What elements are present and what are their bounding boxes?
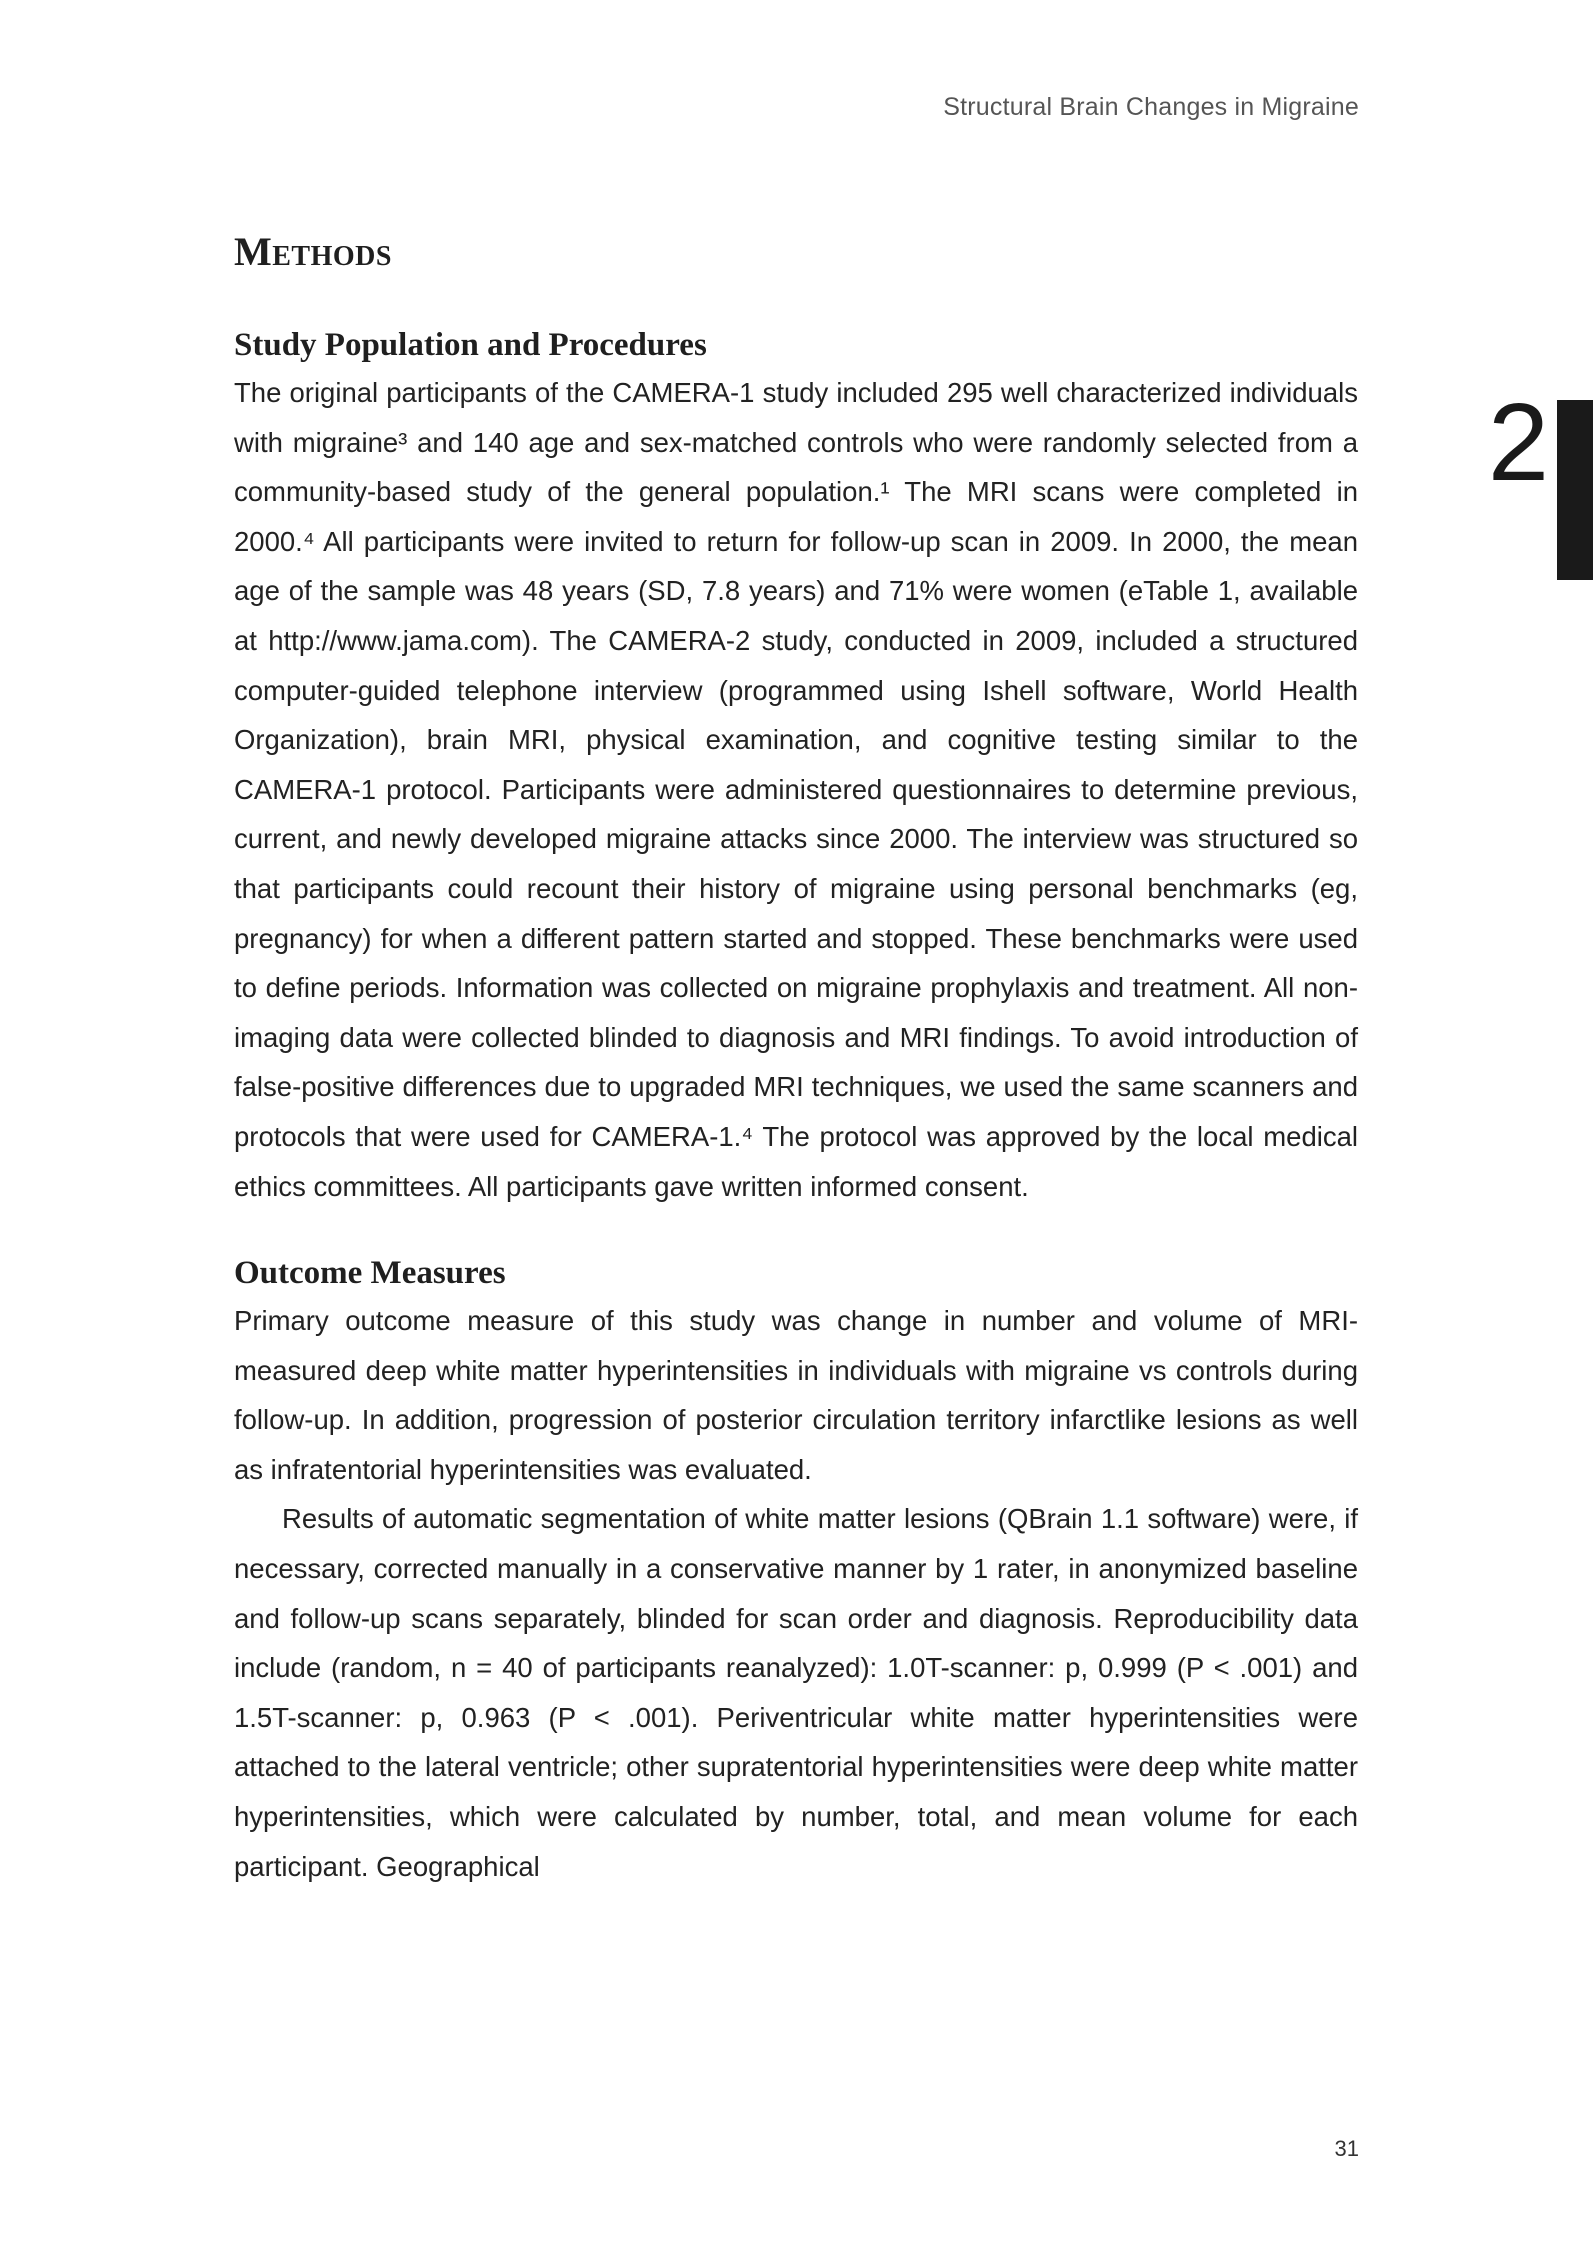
page-number: 31 bbox=[1334, 2136, 1359, 2161]
subsection-heading-study-population: Study Population and Procedures bbox=[234, 327, 707, 363]
running-head: Structural Brain Changes in Migraine bbox=[943, 93, 1359, 121]
section-title: Methods bbox=[234, 229, 392, 274]
paragraph-outcome-measures-1: Primary outcome measure of this study was change in number and volume of MRI-measured deep white matter hyperintensities in individuals with migraine vs controls during follow-up. In addition, progression of posterior circulation territory infarctlike lesions as well as infratentorial hyperintensities was evaluated. bbox=[234, 1305, 1358, 1485]
page-body bbox=[234, 228, 1358, 1891]
section-gap bbox=[234, 1211, 1358, 1255]
chapter-number: 2 bbox=[1487, 381, 1549, 504]
chapter-tab-marker bbox=[1557, 400, 1593, 580]
paragraph-outcome-measures-2: Results of automatic segmentation of white matter lesions (QBrain 1.1 software) were, if necessary, corrected manually in a conservative manner by 1 rater, in anonymized baseline and follow-up scans separately, blinded for scan order and diagnosis. Reproducibility data include (random, n = 40 of participants reanalyzed): 1.0T-scanner: p, 0.999 (P < .001) and 1.5T-scanner: p, 0.963 (P < .001). Periventricular white matter hyperintensities were attached to the lateral ventricle; other supratentorial hyperintensities were deep white matter hyperintensities, which were calculated by number, total, and mean volume for each participant. Geographical bbox=[234, 1503, 1358, 1882]
paragraph-study-population: The original participants of the CAMERA-1 study included 295 well characterized individuals with migraine³ and 140 age and sex-matched controls who were randomly selected from a community-based study of the general population.¹ The MRI scans were completed in 2000.⁴ All participants were invited to return for follow-up scan in 2009. In 2000, the mean age of the sample was 48 years (SD, 7.8 years) and 71% were women (eTable 1, available at http://www.jama.com). The CAMERA-2 study, conducted in 2009, included a structured computer-guided telephone interview (programmed using Ishell software, World Health Organization), brain MRI, physical examination, and cognitive testing similar to the CAMERA-1 protocol. Participants were administered questionnaires to determine previous, current, and newly developed migraine attacks since 2000. The interview was structured so that participants could recount their history of migraine using personal benchmarks (eg, pregnancy) for when a different pattern started and stopped. These benchmarks were used to define periods. Information was collected on migraine prophylaxis and treatment. All non-imaging data were collected blinded to diagnosis and MRI findings. To avoid introduction of false-positive differences due to upgraded MRI techniques, we used the same scanners and protocols that were used for CAMERA-1.⁴ The protocol was approved by the local medical ethics committees. All participants gave written informed consent. bbox=[234, 377, 1358, 1202]
subsection-heading-outcome-measures: Outcome Measures bbox=[234, 1255, 506, 1292]
